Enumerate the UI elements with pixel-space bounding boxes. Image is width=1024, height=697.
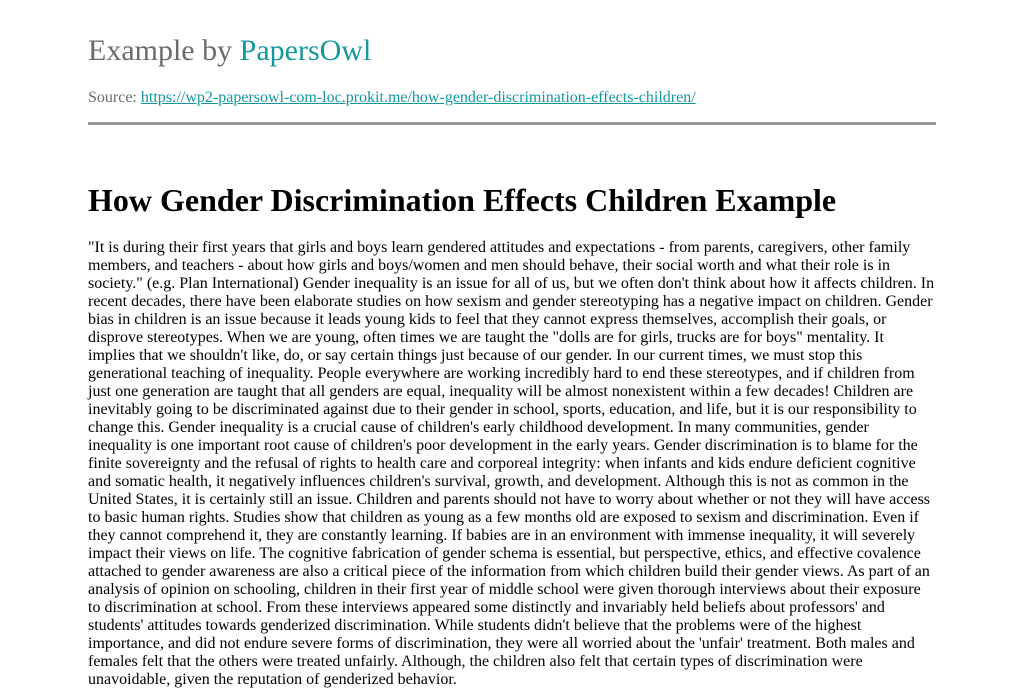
article-body-line: United States, it is certainly still an issue. Children and parents should not have to worry about whether or not they will have access <box>88 491 931 508</box>
article-body-line: implies that we shouldn't like, do, or say certain things just because of our gender. In our current times, we must stop this <box>88 347 863 364</box>
article-body-line: disprove stereotypes. When we are young, often times we are taught the "dolls are for girls, trucks are for boys" mentality. It <box>88 329 884 346</box>
article-body-line: females felt that the others were treated unfairly. Although, the children also felt that certain types of discrimination were <box>88 653 863 670</box>
article-body-line: recent decades, there have been elaborate studies on how sexism and gender stereotyping has a negative impact on children. Gender <box>88 293 933 310</box>
article-body-line: impact their views on life. The cognitive fabrication of gender schema is essential, but perspective, ethics, and effective covalence <box>88 545 921 562</box>
article-body-line: "It is during their first years that girls and boys learn gendered attitudes and expectations - from parents, caregivers, other family <box>88 239 911 256</box>
brand-prefix: Example by <box>88 34 233 67</box>
brand-header <box>88 33 371 69</box>
article-body-line: generational teaching of inequality. People everywhere are working incredibly hard to end these stereotypes, and if children from <box>88 365 915 382</box>
article-body-line: and somatic health, it negatively influences children's survival, growth, and development. Although this is not as common in the <box>88 473 909 490</box>
article-body-line: unavoidable, given the reputation of genderized behavior. <box>88 671 457 688</box>
article-body-line: to basic human rights. Studies show that children as young as a few months old are exposed to sexism and discrimination. Even if <box>88 509 919 526</box>
article-body-line: inequality is one important root cause of children's poor development in the early years. Gender discrimination is to blame for the <box>88 437 918 454</box>
header-divider <box>88 122 936 125</box>
source-link[interactable]: https://wp2-papersowl-com-loc.prokit.me/how-gender-discrimination-effects-children/ <box>140 89 696 106</box>
article-body-line: members, and teachers - about how girls and boys/women and men should behave, their social worth and what their role is in <box>88 257 891 274</box>
article-body-line: society." (e.g. Plan International) Gender inequality is an issue for all of us, but we often don't think about how it affects children. In <box>88 275 935 292</box>
article-body-line: to discrimination at school. From these interviews appeared some distinctly and invariably held beliefs about professors' and <box>88 599 885 616</box>
article-title: How Gender Discrimination Effects Children Example <box>88 182 837 218</box>
article-body-line: importance, and did not endure severe forms of discrimination, they were all worried about the 'unfair' treatment. Both males and <box>88 635 915 652</box>
source-line <box>88 88 696 108</box>
article-body-line: finite sovereignty and the refusal of rights to health care and corporeal integrity: when infants and kids endure deficient cognitive <box>88 455 916 472</box>
article-body-line: change this. Gender inequality is a crucial cause of children's early childhood development. In many communities, gender <box>88 419 869 436</box>
article-body-line: students' attitudes towards genderized discrimination. While students didn't believe that the problems were of the highest <box>88 617 862 634</box>
brand-name: PapersOwl <box>239 34 372 67</box>
source-label: Source: <box>88 89 137 106</box>
article-body-line: analysis of opinion on schooling, children in their first year of middle school were given thorough interviews about their exposure <box>88 581 921 598</box>
article-body-line: they cannot comprehend it, they are constantly learning. If babies are in an environment with immense inequality, it will severely <box>88 527 916 544</box>
article-body-line: inevitably going to be discriminated against due to their gender in school, sports, education, and life, but it is our responsibility to <box>88 401 917 418</box>
article-body-line: attached to gender awareness are also a critical piece of the information from which children build their gender views. As part of an <box>88 563 930 580</box>
article-body-line: just one generation are taught that all genders are equal, inequality will be almost nonexistent within a few decades! Children are <box>88 383 914 400</box>
article-body-line: bias in children is an issue because it leads young kids to feel that they cannot express themselves, accomplish their goals, or <box>88 311 887 328</box>
article-body <box>88 239 938 689</box>
